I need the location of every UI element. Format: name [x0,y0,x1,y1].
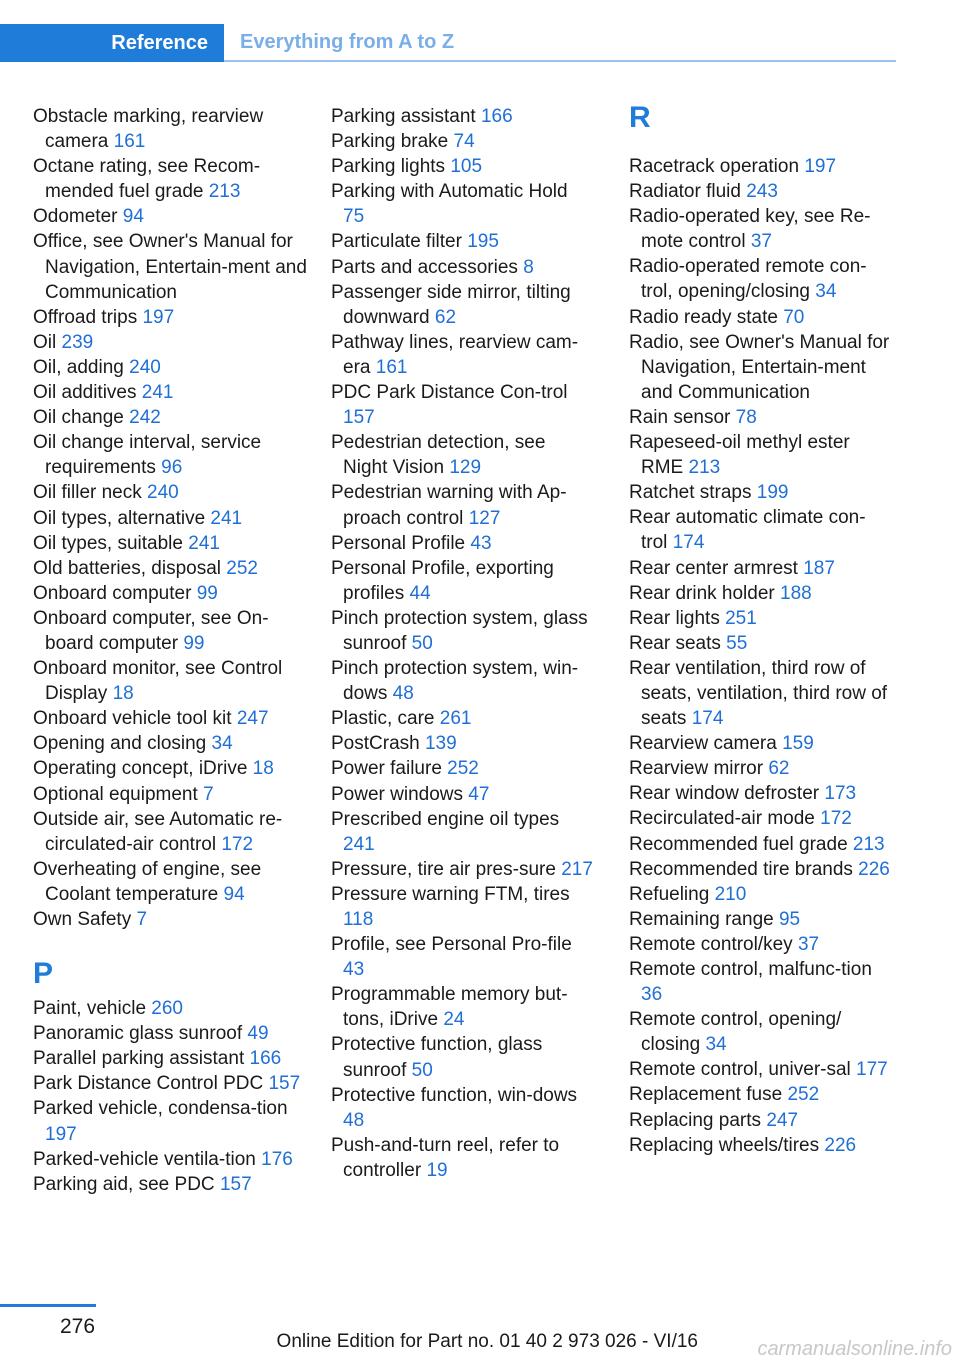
index-entry [331,179,593,229]
index-entry [33,1046,308,1071]
index-entry [629,1082,891,1107]
page-link[interactable]: 157 [219,1173,252,1195]
index-term: Pressure warning FTM, tires [331,883,570,905]
index-term: Paint, vehicle [33,998,147,1020]
index-entry [629,1007,891,1057]
index-term: Oil types, alternative [33,507,206,529]
section-letter: P [33,957,54,991]
page-link[interactable]: 99 [183,632,205,654]
index-term: Oil [33,331,57,353]
index-entry [629,857,891,882]
index-term: Operating concept, iDrive [33,758,248,780]
index-term: Radio-operated remote con-trol, opening/closing [629,256,867,303]
index-term: Programmable memory but-tons, iDrive [331,984,568,1031]
page-link[interactable]: 240 [147,482,179,504]
index-entry [331,556,593,606]
index-term: Parking assistant [331,106,476,127]
index-term: Remote control, opening/ closing [629,1009,842,1056]
index-term: Remote control, malfunc-tion [629,959,872,980]
index-entry [629,405,891,430]
index-entry [629,480,891,505]
index-term: Octane rating, see Recom-mended fuel grade [33,156,261,203]
index-entry [33,1071,308,1096]
index-term: Prescribed engine oil types [331,808,560,830]
index-entry [629,1057,891,1082]
index-term: Parking with Automatic Hold [331,181,568,203]
index-column-3 [629,101,891,1158]
index-term: Parallel parking assistant [33,1048,245,1070]
index-term: Pinch protection system, win-dows [331,658,579,705]
page-link[interactable]: 62 [434,306,457,328]
index-entry [629,656,891,731]
page-link[interactable]: 161 [375,356,408,378]
index-entry [331,656,593,706]
index-entry [629,179,891,204]
page-link[interactable]: 96 [161,457,183,479]
index-column-2 [331,104,593,1183]
index-entry [331,480,593,530]
page-link[interactable]: 37 [797,933,820,955]
section-letter: R [629,101,651,134]
index-entry [33,1021,308,1046]
page-link[interactable]: 55 [726,632,748,654]
index-entry [629,806,891,831]
index-entry [331,731,593,756]
index-entry [33,355,308,380]
footer-rule [0,1304,96,1307]
index-entry [331,531,593,556]
page-link[interactable]: 43 [343,959,365,981]
index-entry [33,204,308,229]
index-term: Parts and accessories [331,256,518,278]
index-term: PDC Park Distance Con-trol [331,382,568,404]
page-link[interactable]: 172 [221,833,254,855]
index-entry [331,756,593,781]
page-link[interactable]: 159 [782,733,814,755]
index-entry [33,229,308,304]
page-link[interactable]: 34 [211,733,233,755]
index-entry [629,932,891,957]
page-link[interactable]: 127 [468,507,501,529]
index-entry [331,1133,593,1183]
index-entry [629,731,891,756]
page-link[interactable]: 217 [561,858,593,880]
index-entry [33,1096,308,1146]
index-term: PostCrash [331,733,420,755]
index-entry [629,556,891,581]
index-term: Rear drink holder [629,582,775,604]
index-entry [33,756,308,781]
index-term: Oil types, suitable [33,532,183,554]
page-link[interactable]: 240 [129,356,161,378]
index-term: Parking brake [331,131,449,153]
page-link[interactable]: 49 [247,1023,269,1045]
page-link[interactable]: 213 [852,833,885,855]
index-term: Rear lights [629,607,720,629]
page-link[interactable]: 44 [409,582,431,604]
index-term: Parked vehicle, condensa-tion [33,1098,288,1120]
index-entry [629,305,891,330]
index-entry [33,1147,308,1172]
index-entry [331,882,593,932]
page-link[interactable]: 139 [424,733,457,755]
page-link[interactable]: 243 [746,181,778,203]
index-entry [331,606,593,656]
page-link[interactable]: 48 [343,1109,365,1131]
page-link[interactable]: 252 [226,557,258,579]
section-gap [33,932,308,954]
page-link[interactable]: 251 [725,607,757,629]
index-term: Replacement fuse [629,1084,783,1106]
index-term: Radio ready state [629,306,778,328]
page-link[interactable]: 62 [768,758,790,780]
index-entry [629,756,891,781]
index-entry [33,907,308,932]
page-link[interactable]: 34 [705,1034,727,1056]
index-term: Overheating of engine, see Coolant temperature [33,858,262,905]
page-link[interactable]: 34 [815,281,837,303]
index-term: Profile, see Personal Pro-file [331,934,572,956]
index-term: Oil, adding [33,356,124,378]
index-entry [33,104,308,154]
page-link[interactable]: 197 [142,306,175,328]
page-link[interactable]: 99 [196,582,218,604]
page-link[interactable]: 37 [750,231,772,253]
index-entry [331,380,593,430]
page-link[interactable]: 50 [411,1059,433,1081]
index-term: Oil change [33,407,124,429]
index-term: Plastic, care [331,708,435,730]
page-link[interactable]: 247 [766,1109,799,1131]
index-term: Parking aid, see PDC [33,1173,215,1195]
page-link[interactable]: 213 [688,457,721,479]
index-entry [33,430,308,480]
index-term: Obstacle marking, rearview camera [33,106,264,153]
index-entry [33,706,308,731]
index-term: Protective function, glass sunroof [331,1034,543,1081]
page-link[interactable]: 7 [136,909,148,930]
index-entry [331,104,593,129]
index-entry [629,254,891,304]
index-entry [33,556,308,581]
index-entry [629,154,891,179]
index-entry [629,330,891,405]
index-entry [331,129,593,154]
index-term: Rapeseed-oil methyl ester RME [629,432,850,479]
index-term: Personal Profile [331,532,466,554]
index-entry [629,606,891,631]
page-link[interactable]: 18 [112,683,134,705]
index-term: Remote control, univer-sal [629,1059,851,1081]
index-term: Push-and-turn reel, refer to controller [331,1134,560,1181]
index-entry [331,280,593,330]
index-entry [331,255,593,280]
page-link[interactable]: 213 [208,181,241,203]
index-entry [33,154,308,204]
index-entry [33,782,308,807]
page-link[interactable]: 241 [141,382,174,404]
index-term: Pedestrian warning with Ap-proach control [331,482,567,529]
index-entry [331,857,593,882]
page-link[interactable]: 94 [122,206,144,228]
page-link[interactable]: 173 [824,783,857,805]
index-term: Rain sensor [629,406,731,428]
index-term: Replacing parts [629,1109,762,1131]
index-entry [629,781,891,806]
page-link[interactable]: 129 [449,457,482,479]
page-link[interactable]: 8 [523,256,534,278]
index-term: Refueling [629,883,710,905]
page-link[interactable]: 18 [252,758,274,780]
index-term: Onboard computer [33,582,192,604]
index-term: Offroad trips [33,306,138,328]
index-term: Rear window defroster [629,783,820,805]
index-term: Protective function, win-dows [331,1084,578,1106]
index-term: Rear seats [629,632,721,654]
index-entry [331,430,593,480]
index-entry [33,506,308,531]
page-link[interactable]: 105 [450,156,483,178]
index-term: Radio, see Owner's Manual for Navigation, Entertain-ment and Communication [629,331,890,403]
index-term: Radio-operated key, see Re-mote control [629,206,871,253]
index-term: Recirculated-air mode [629,808,815,830]
page-link[interactable]: 197 [804,156,837,177]
index-term: Optional equipment [33,783,198,805]
index-term: Power windows [331,783,463,805]
index-entry [331,1083,593,1133]
index-term: Parking lights [331,156,446,178]
page-link[interactable]: 252 [787,1084,820,1106]
watermark: carmanualsonline.info [757,1338,952,1360]
index-term: Oil filler neck [33,482,142,504]
index-entry [33,731,308,756]
index-term: Recommended fuel grade [629,833,848,855]
page-number: 276 [60,1315,96,1338]
index-entry [331,1032,593,1082]
index-term: Ratchet straps [629,482,752,504]
index-term: Remaining range [629,908,774,930]
page-link[interactable]: 174 [691,708,724,730]
index-term: Parked-vehicle ventila-tion [33,1148,256,1170]
index-term: Onboard monitor, see Control Display [33,658,283,705]
page-link[interactable]: 172 [820,808,852,830]
index-term: Onboard vehicle tool kit [33,708,232,730]
index-term: Passenger side mirror, tilting downward [331,281,571,328]
page-link[interactable]: 95 [778,908,801,930]
index-entry [629,907,891,932]
index-term: Replacing wheels/tires [629,1134,820,1156]
index-entry [331,229,593,254]
index-entry [33,996,308,1021]
index-entry [33,305,308,330]
index-term: Panoramic glass sunroof [33,1023,243,1045]
index-entry [629,1108,891,1133]
index-term: Radiator fluid [629,181,741,203]
index-entry [331,807,593,857]
index-entry [331,330,593,380]
index-entry [33,480,308,505]
index-entry [33,581,308,606]
index-entry [33,656,308,706]
page-link[interactable]: 241 [188,532,220,554]
page-link[interactable]: 261 [439,708,472,730]
page-link[interactable]: 210 [714,883,747,905]
page-link[interactable]: 24 [443,1009,465,1031]
page-link[interactable]: 199 [756,482,789,504]
index-entry [33,330,308,355]
page-link[interactable]: 241 [210,507,243,529]
index-term: Particulate filter [331,231,462,253]
page-link[interactable]: 70 [783,306,805,328]
edition-text: Online Edition for Part no. 01 40 2 973 026 - VI/16 [276,1331,698,1352]
page-link[interactable]: 241 [343,833,375,855]
index-term: Park Distance Control PDC [33,1073,264,1095]
page-link[interactable]: 226 [824,1134,857,1156]
index-term: Onboard computer, see On-board computer [33,607,269,654]
index-term: Remote control/key [629,933,793,955]
page-link[interactable]: 187 [803,557,835,579]
index-term: Rearview camera [629,733,777,755]
index-term: Power failure [331,758,442,780]
page-link[interactable]: 157 [268,1073,301,1095]
index-term: Recommended tire brands [629,858,853,880]
index-term: Racetrack operation [629,156,800,177]
index-entry [33,606,308,656]
page-link[interactable]: 161 [113,131,146,153]
index-term: Rear center armrest [629,557,798,579]
page-link[interactable]: 74 [453,131,475,153]
index-entry [331,782,593,807]
index-term: Rearview mirror [629,758,764,780]
index-entry [629,430,891,480]
page-link[interactable]: 260 [151,998,183,1020]
index-term: Oil change interval, service requirements [33,432,262,479]
index-entry [629,1133,891,1158]
index-column-1 [33,104,308,1197]
page-link[interactable]: 50 [411,632,433,654]
index-entry [331,154,593,179]
index-term: Old batteries, disposal [33,557,221,579]
page-link[interactable]: 239 [61,331,94,353]
page-link[interactable]: 174 [672,532,705,554]
page-link[interactable]: 48 [392,683,414,705]
index-entry [629,505,891,555]
page-link[interactable]: 247 [236,708,269,730]
page-link[interactable]: 36 [641,984,663,1006]
index-term: Own Safety [33,909,132,930]
index-entry [331,706,593,731]
page-link[interactable]: 43 [470,532,492,554]
index-term: Odometer [33,206,118,228]
index-term: Personal Profile, exporting profiles [331,557,554,604]
index-entry [629,204,891,254]
index-entry [629,581,891,606]
index-entry [33,405,308,430]
index-term: Oil additives [33,382,137,404]
page-link[interactable]: 188 [780,582,812,604]
section-title: Everything from A to Z [224,24,896,62]
page-link[interactable]: 176 [261,1148,293,1170]
index-term: Opening and closing [33,733,207,755]
page-link[interactable]: 19 [426,1159,448,1181]
page-link[interactable]: 166 [480,106,513,127]
index-entry [629,957,891,1007]
page-link[interactable]: 195 [467,231,499,253]
index-entry [33,1172,308,1197]
page-link[interactable]: 94 [223,883,245,905]
page-link[interactable]: 242 [129,407,161,429]
page-link[interactable]: 78 [735,406,757,428]
page-link[interactable]: 197 [45,1123,77,1145]
index-entry [33,531,308,556]
index-entry [33,380,308,405]
page-link[interactable]: 166 [249,1048,282,1070]
index-entry [331,982,593,1032]
page-link[interactable]: 47 [468,783,490,805]
index-term: Office, see Owner's Manual for Navigation, Entertain-ment and Communication [33,231,307,303]
index-entry [331,932,593,982]
index-entry [629,882,891,907]
page-link[interactable]: 226 [858,858,890,880]
page-link[interactable]: 118 [343,909,374,930]
index-term: Rear automatic climate con-trol [629,507,866,554]
index-term: Outside air, see Automatic re-circulated-air control [33,808,283,855]
index-entry [33,807,308,857]
index-term: Rear ventilation, third row of seats, ventilation, third row of seats [629,657,888,730]
page-link[interactable]: 7 [203,783,214,805]
index-term: Pathway lines, rearview cam-era [331,331,579,378]
page-link[interactable]: 75 [343,206,365,228]
index-entry [629,832,891,857]
page-link[interactable]: 177 [856,1059,888,1081]
index-entry [33,857,308,907]
index-term: Pinch protection system, glass sunroof [331,607,588,654]
header-bar [0,0,960,62]
index-term: Pressure, tire air pres-sure [331,858,556,880]
index-entry [629,631,891,656]
index-term: Pedestrian detection, see Night Vision [331,432,546,479]
page-link[interactable]: 157 [343,407,375,429]
page-link[interactable]: 252 [447,758,479,780]
tab-reference[interactable]: Reference [0,24,224,62]
